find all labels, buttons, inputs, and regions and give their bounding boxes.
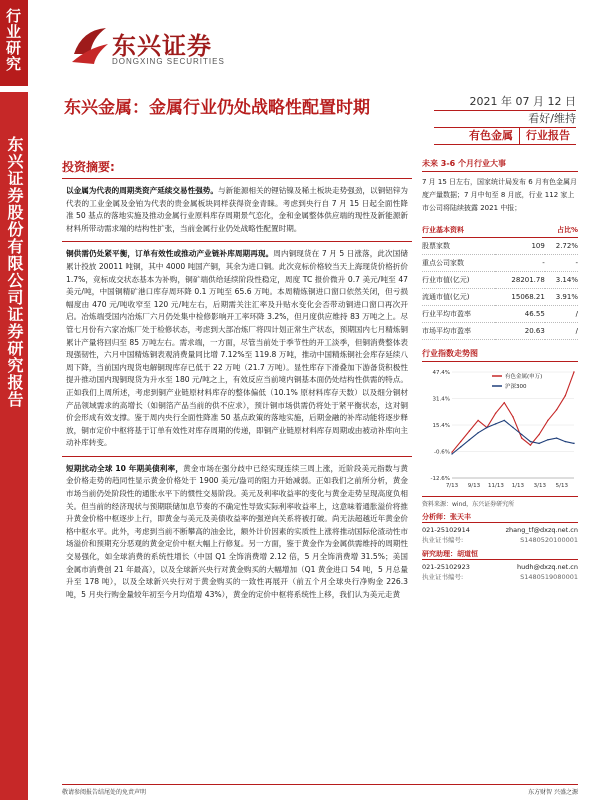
analyst-role: 分析师： [422, 513, 450, 521]
report-meta [434, 94, 576, 145]
data-point [565, 441, 566, 442]
row-label: 市场平均市盈率 [422, 323, 495, 340]
data-point [538, 443, 539, 444]
summary-p1-lead: 以金属为代表的周期类资产延续交易性强势。 [66, 186, 219, 195]
sidebar-main [0, 92, 28, 800]
table-row [422, 238, 578, 255]
data-point [460, 441, 461, 442]
data-point [521, 437, 522, 438]
y-tick-label: 31.4% [432, 396, 450, 403]
x-tick-label: 5/13 [555, 483, 568, 489]
data-point [460, 446, 461, 447]
cert-number: S1480520100001 [520, 536, 578, 544]
row-label: 行业市值(亿元) [422, 272, 495, 289]
report-date: 2021 年 07 月 12 日 [434, 94, 576, 111]
table-row [422, 289, 578, 306]
basics-pct-header: 占比% [545, 223, 578, 238]
chart-heading: 行业指数走势图 [422, 348, 578, 362]
data-point [477, 432, 478, 433]
table-row [422, 323, 578, 340]
summary-p1-body: 与新能源相关的锂钴镍及稀土板块走势强劲，以铜铝锌为代表的工业金属及金铂为代表的贵金属板块同样获得资金青睐。考虑到央行自 7 月 15 日起全面性降准 50 基点的落地实施及推动金属行业原料库存周期景气恋化，金和金属整体供应端的现性及新能源新材料所带动需求端的结构性扩张，当前金属行业仍处战略性配置时期。 [66, 186, 409, 233]
analyst-name [422, 512, 578, 523]
analyst-cert [422, 535, 578, 545]
industry-basics-table [422, 223, 578, 340]
y-tick-label: 47.4% [432, 370, 450, 376]
sidebar-main-label: 东兴证券股份有限公司证券研究报告 [5, 136, 24, 408]
table-row [422, 272, 578, 289]
row-label: 流通市值(亿元) [422, 289, 495, 306]
data-point [556, 409, 557, 410]
outlook-text: 7 月 15 日左右，国家统计局发布 6 月有色金属月度产量数据；7 月中旬至 8 月底，行业 112 家上市公司将陆续披露 2021 中报； [422, 178, 577, 212]
analyst-role: 研究助理： [422, 550, 457, 558]
data-point [451, 452, 452, 453]
row-value: 28201.78 [495, 272, 545, 289]
divider [62, 456, 412, 457]
data-point [504, 420, 505, 421]
cert-label: 执业证书编号: [422, 536, 464, 544]
data-point [469, 439, 470, 440]
analyst-email[interactable]: zhang_tf@dxzq.net.cn [505, 526, 578, 534]
summary-heading: 投资摘要: [62, 158, 412, 179]
logo-text: 东兴证券 [112, 31, 212, 60]
row-pct: 2.72% [545, 238, 578, 255]
data-point [573, 443, 574, 444]
y-tick-label: -0.6% [434, 449, 450, 456]
x-tick-label: 1/13 [511, 483, 525, 489]
summary-paragraph-1 [62, 185, 412, 235]
data-point [504, 402, 505, 403]
x-tick-label: 7/13 [445, 483, 459, 489]
x-tick-label: 11/13 [487, 483, 504, 489]
summary-p3-body: 黄金市场在强分歧中已经实现连续三周上涨，近阶段美元指数与黄金价格走势的趋同性显示黄金价格处于 1900 美元/盎司的阻力开始减弱。正如我们之前所分析，黄金市场当前仍处阶段性的通胀水平下的惯性交易阶段。美元及利率收益率的变化与黄金走势呈现高度负相关。但当前的经济现状与预期联储加息节奏的不确定性导致实际利率收益率上，这意味着通胀溢价将推升黄金价格中枢逐步上行，即黄金与美元及美债收益率的强逆向关系将被打破。尚无法超越近年黄金价格中枢水平。此外，考虑到当前不断攀高的油金比，额外计价因素的实质性上涨将推动国际伦渣动性市场溢价和预期充分恶观的黄金定价中枢大幅上行修复。另一方面，鉴于黄金作为金属供需维持的周期性交易强化，如全球消费的系统性增长（中国 Q1 全饰消费增 2.12 倍，5 月全饰消费增 31.5%；美国金属市消费创 21 年最高），以及全球新兴央行对黄金购买的大幅增加（Q1 黄金进口 54 吨，5 月总量升至 178 吨），以及全球新兴央行对于黄金购买的一致性再展开（前五个月全球央行净购金 226.3 吨，5 月央行购金量较年初至今月均值增 43%），黄金的定价中枢将系统性上移，我们认为美元走黄 [66, 463, 408, 599]
analyst-name-text: 张天丰 [450, 513, 471, 521]
page-footer [62, 784, 578, 796]
row-pct: - [545, 255, 578, 272]
table-header-row [422, 223, 578, 238]
data-point [547, 439, 548, 440]
row-value: 20.63 [495, 323, 545, 340]
summary-p3-lead: 短期扰动全球 10 年期美债利率， [66, 463, 184, 473]
row-pct: 3.14% [545, 272, 578, 289]
row-label: 行业平均市盈率 [422, 306, 495, 323]
row-value: 109 [495, 238, 545, 255]
index-chart [422, 366, 578, 494]
analyst-phone: 021-25102923 [422, 563, 470, 571]
analyst-cert [422, 572, 578, 582]
report-rating: 看好/维持 [434, 111, 576, 128]
analyst-block-2 [422, 549, 578, 582]
analyst-contact [422, 525, 578, 535]
data-point [521, 434, 522, 435]
outlook-heading: 未来 3-6 个月行业大事 [422, 158, 578, 172]
data-point [512, 416, 513, 417]
row-pct: / [545, 323, 578, 340]
row-label: 重点公司家数 [422, 255, 495, 272]
row-value: - [495, 255, 545, 272]
y-tick-label: -12.6% [430, 476, 450, 482]
data-point [530, 444, 531, 445]
divider [62, 241, 412, 242]
report-title: 东兴金属：金属行业仍处战略性配置时期 [64, 98, 370, 118]
legend-label: 沪深300 [505, 384, 527, 390]
row-value: 15068.21 [495, 289, 545, 306]
chart-source: 资料来源：wind，东兴证券研究所 [422, 496, 578, 508]
table-row [422, 306, 578, 323]
data-point [565, 395, 566, 396]
data-point [495, 413, 496, 414]
data-point [486, 427, 487, 428]
data-point [530, 441, 531, 442]
index-chart-svg [422, 366, 578, 494]
sidebar-top-label: 行业研究 [4, 8, 22, 72]
row-pct: / [545, 306, 578, 323]
legend-label: 有色金属(申万) [505, 374, 543, 380]
side-column [422, 158, 578, 582]
tag-sector: 有色金属 [469, 129, 513, 142]
report-tags [434, 128, 576, 145]
data-point [547, 420, 548, 421]
basics-heading: 行业基本资料 [422, 223, 495, 238]
logo-subtitle: DONGXING SECURITIES [112, 57, 225, 66]
data-point [538, 434, 539, 435]
data-point [469, 430, 470, 431]
summary-paragraph-3 [62, 463, 412, 602]
row-value: 46.55 [495, 306, 545, 323]
data-point [495, 423, 496, 424]
summary-p2-body: 周内铜现货在 7 月 5 日涨落，此次国储累计投放 20011 吨铜，其中 4000 吨国产铜，其余为进口铜。此次竞标价格较当天上海现货价格折价 1.7%，竞标成交状态基本为补购，铜矿端供给延续阶段性稳定，周度 TC 报价微升 0.7 美元/吨至 47 美元/吨，中国铜精矿港口库存周环降 0.1 万吨至 65.6 万吨。本周精炼铜进口窗口依然关闭，但亏损幅度由 470 元/吨收窄至 120 元/吨左右，后期需关注汇率及升贴水变化会否带动铜进口窗口再次开启。冶炼端受国内冶炼厂六月仍处集中检修影响开工率环降 3.2%，但月度供应维持 83 万吨之上。尽管七月份有六家冶炼厂处于检修状态，考虑到大部冶炼厂将四计划正常生产状态，预期国内七月精炼铜累计产量将回归至 85 万吨左右。需求端，一方面，尽管当前处于季节性的开工淡季，但铜消费整体表现强韧性，六月中国精炼铜表观消费量同比增 7.12%至 119.8 万吨，推动中国精炼铜社会库存延续八周下降，当前国内现货电解铜现库存已低于 22 万吨（21.7 万吨）。显性库存下滑叠加下游备货积极性提升推动国内现铜现货为升水至 180 元/吨之上，有效反应当前境内铜基本面仍处结构性供需的特点。正如我们上周所述，考虑到铜产业链原材料库存的整体偏低（10.1% 原材料库存天数）以及细分铜材产品领域需求的高增长（如铜箔产品当前的供不应求），预计铜市场供需仍将处于紧平衡状态，这对铜价会形成有效支撑。鉴于周内央行全面性降准 50 基点政策的落地实施，后期金融的补库动能将逐步释放，铜市定价中枢将基于订单有效性对库存周期的传递，即铜产业链原材料库存周期或由被动补库向主动补库转变。 [66, 249, 408, 448]
footer-disclaimer: 敬请参阅报告结尾处的免责声明 [62, 789, 147, 796]
analyst-name [422, 549, 578, 560]
analyst-name-text: 胡道恒 [457, 550, 478, 558]
series-line-2 [452, 420, 574, 454]
data-point [451, 453, 452, 454]
analyst-block-1 [422, 512, 578, 545]
cert-number: S1480519080001 [520, 573, 578, 581]
summary-paragraph-2 [62, 248, 412, 450]
table-row [422, 255, 578, 272]
cert-label: 执业证书编号: [422, 573, 464, 581]
main-column [62, 158, 412, 601]
x-tick-label: 3/13 [533, 483, 547, 489]
data-point [556, 437, 557, 438]
sidebar-top [0, 0, 28, 86]
company-logo [70, 24, 250, 68]
data-point [512, 427, 513, 428]
analyst-email[interactable]: hudh@dxzq.net.cn [517, 563, 578, 571]
summary-p2-lead: 铜供需仍处紧平衡，订单有效性或推动产业链补库周期再现。 [66, 249, 274, 259]
footer-slogan: 东方财智 兴盛之源 [528, 789, 578, 796]
y-tick-label: 15.4% [432, 423, 450, 429]
analyst-contact [422, 562, 578, 572]
data-point [477, 420, 478, 421]
tag-type: 行业报告 [519, 128, 576, 144]
row-label: 股票家数 [422, 238, 495, 255]
logo-mark-icon [70, 24, 110, 68]
x-tick-label: 9/13 [467, 483, 481, 489]
row-pct: 3.91% [545, 289, 578, 306]
analyst-phone: 021-25102914 [422, 526, 470, 534]
data-point [573, 371, 574, 372]
